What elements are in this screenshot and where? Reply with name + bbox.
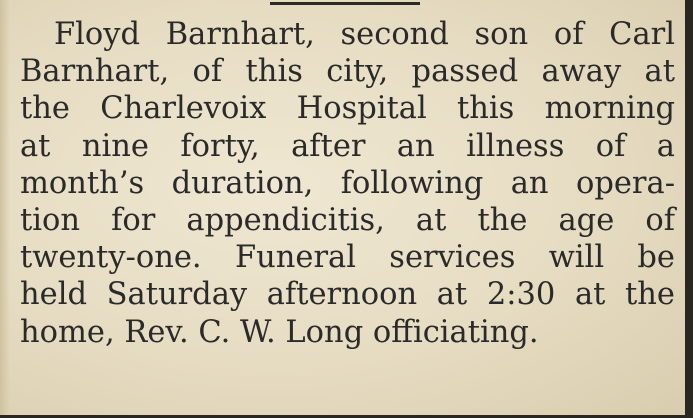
paper-edge-shadow (0, 0, 10, 418)
article-line-8: held Saturday afternoon at 2:30 at the (20, 277, 675, 313)
obituary-article (20, 16, 680, 351)
article-line-5: month’s duration, following an opera- (20, 165, 675, 201)
article-line-6: tion for appendicitis, at the age of (20, 203, 675, 239)
article-line-1: Floyd Barnhart, second son of Carl (54, 17, 675, 52)
column-rule (270, 2, 420, 5)
article-line-3: the Charlevoix Hospital this morning (20, 91, 675, 127)
article-line-9: home, Rev. C. W. Long officiating. (20, 314, 539, 350)
article-line-2: Barnhart, of this city, passed away at (20, 54, 675, 90)
article-line-4: at nine forty, after an illness of a (20, 128, 675, 164)
article-line-7: twenty-one. Funeral services will be (20, 240, 675, 276)
